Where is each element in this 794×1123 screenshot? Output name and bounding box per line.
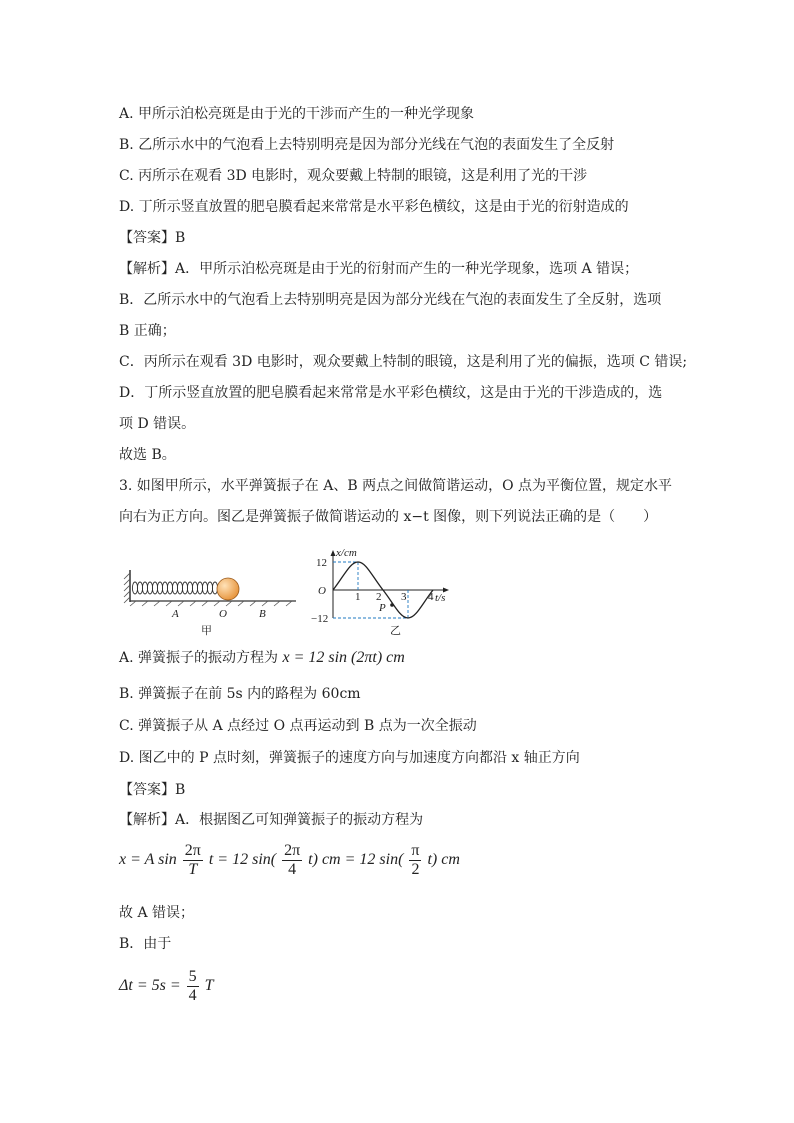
eq1-f2-num: 2π bbox=[284, 842, 301, 859]
q3-option-d: D. 图乙中的 P 点时刻，弹簧振子的速度方向与加速度方向都沿 x 轴正方向 bbox=[119, 750, 580, 766]
q2-answer: 【答案】B bbox=[119, 230, 186, 246]
q2-option-a: A. 甲所示泊松亮斑是由于光的干涉而产生的一种光学现象 bbox=[119, 106, 475, 122]
q2-conclusion: 故选 B。 bbox=[119, 447, 176, 463]
equation-time bbox=[119, 968, 214, 1005]
q2-analysis-line: B 正确； bbox=[119, 323, 176, 339]
tick-4: 4 bbox=[428, 591, 434, 603]
eq1-f2-den: 4 bbox=[288, 861, 297, 878]
eq1-mid1: t = 12 sin( bbox=[208, 851, 277, 869]
tick-neg12: −12 bbox=[311, 613, 329, 625]
tick-1: 1 bbox=[355, 591, 361, 603]
eq1-fraction bbox=[409, 842, 421, 879]
point-p-label: P bbox=[379, 602, 386, 614]
eq2-f-num: 5 bbox=[188, 968, 197, 985]
point-o-label: O bbox=[219, 608, 227, 620]
q2-analysis-line: 项 D 错误。 bbox=[119, 416, 196, 432]
q2-option-b: B. 乙所示水中的气泡看上去特别明亮是因为部分光线在气泡的表面发生了全反射 bbox=[119, 137, 615, 153]
tick-3: 3 bbox=[401, 591, 407, 603]
q3-figure bbox=[124, 548, 474, 648]
q3-b-since: B．由于 bbox=[119, 936, 172, 952]
eq2-fraction bbox=[187, 968, 199, 1005]
q3-stem-line: 3. 如图甲所示，水平弹簧振子在 A、B 两点之间做简谐运动，O 点为平衡位置，规定水平 bbox=[119, 478, 673, 494]
q3-option-c: C. 弹簧振子从 A 点经过 O 点再运动到 B 点为一次全振动 bbox=[119, 718, 477, 734]
q3-stem-line: 向右为正方向。图乙是弹簧振子做简谐运动的 x−t 图像，则下列说法正确的是（ ） bbox=[119, 509, 658, 525]
axis-y-label: x/cm bbox=[336, 547, 357, 559]
wall-hatch bbox=[124, 573, 130, 603]
q3-option-a bbox=[119, 648, 405, 668]
q3-a-wrong: 故 A 错误； bbox=[119, 905, 195, 921]
eq1-fraction bbox=[282, 842, 302, 879]
eq1-f1-num: 2π bbox=[184, 842, 201, 859]
q3-answer: 【答案】B bbox=[119, 782, 186, 798]
figure-yi-caption: 乙 bbox=[390, 625, 401, 637]
spring-oscillator-diagram bbox=[124, 570, 296, 637]
q3-option-a-formula: x = 12 sin (2πt) cm bbox=[282, 649, 405, 666]
eq2-tail: T bbox=[204, 977, 214, 995]
eq2-lhs: Δt = 5s = bbox=[119, 977, 181, 995]
x-axis-arrow bbox=[331, 550, 336, 556]
xt-graph bbox=[311, 547, 449, 637]
axis-x-label: t/s bbox=[435, 592, 446, 604]
q2-analysis-line: D．丁所示竖直放置的肥皂膜看起来常常是水平彩色横纹，这是由于光的干涉造成的，选 bbox=[119, 385, 663, 401]
eq1-fraction bbox=[183, 842, 203, 879]
origin-label: O bbox=[318, 585, 326, 597]
eq1-mid2: t) cm = 12 sin( bbox=[308, 851, 404, 869]
point-b-label: B bbox=[259, 608, 266, 620]
eq1-f3-num: π bbox=[411, 842, 420, 859]
eq1-lhs: x = A sin bbox=[119, 851, 177, 869]
ball bbox=[217, 578, 239, 600]
q3-figure-svg bbox=[124, 548, 474, 648]
q3-option-a-text: A. 弹簧振子的振动方程为 bbox=[119, 650, 279, 666]
tick-12: 12 bbox=[316, 557, 327, 569]
eq1-f1-den: T bbox=[188, 861, 198, 878]
floor-hatch bbox=[130, 601, 292, 606]
figure-jia-caption: 甲 bbox=[201, 625, 212, 637]
q2-analysis-line: B．乙所示水中的气泡看上去特别明亮是因为部分光线在气泡的表面发生了全反射，选项 bbox=[119, 292, 662, 308]
eq1-f3-den: 2 bbox=[411, 861, 420, 878]
eq2-f-den: 4 bbox=[188, 987, 197, 1004]
q3-option-b: B. 弹簧振子在前 5s 内的路程为 60cm bbox=[119, 686, 361, 702]
point-p bbox=[390, 603, 394, 607]
eq1-tail: t) cm bbox=[427, 851, 460, 869]
point-a-label: A bbox=[172, 608, 179, 620]
q2-option-d: D. 丁所示竖直放置的肥皂膜看起来常常是水平彩色横纹，这是由于光的衍射造成的 bbox=[119, 199, 629, 215]
q2-analysis-line: C．丙所示在观看 3D 电影时，观众要戴上特制的眼镜，这是利用了光的偏振，选项 C 错误; bbox=[119, 354, 688, 370]
q2-analysis-line: 【解析】A．甲所示泊松亮斑是由于光的衍射而产生的一种光学现象，选项 A 错误； bbox=[119, 261, 639, 277]
tick-2: 2 bbox=[376, 591, 382, 603]
q3-analysis-a: 【解析】A．根据图乙可知弹簧振子的振动方程为 bbox=[119, 812, 424, 828]
spring bbox=[132, 582, 217, 594]
equation-oscillation bbox=[119, 842, 460, 879]
q2-option-c: C. 丙所示在观看 3D 电影时，观众要戴上特制的眼镜，这是利用了光的干涉 bbox=[119, 168, 588, 184]
